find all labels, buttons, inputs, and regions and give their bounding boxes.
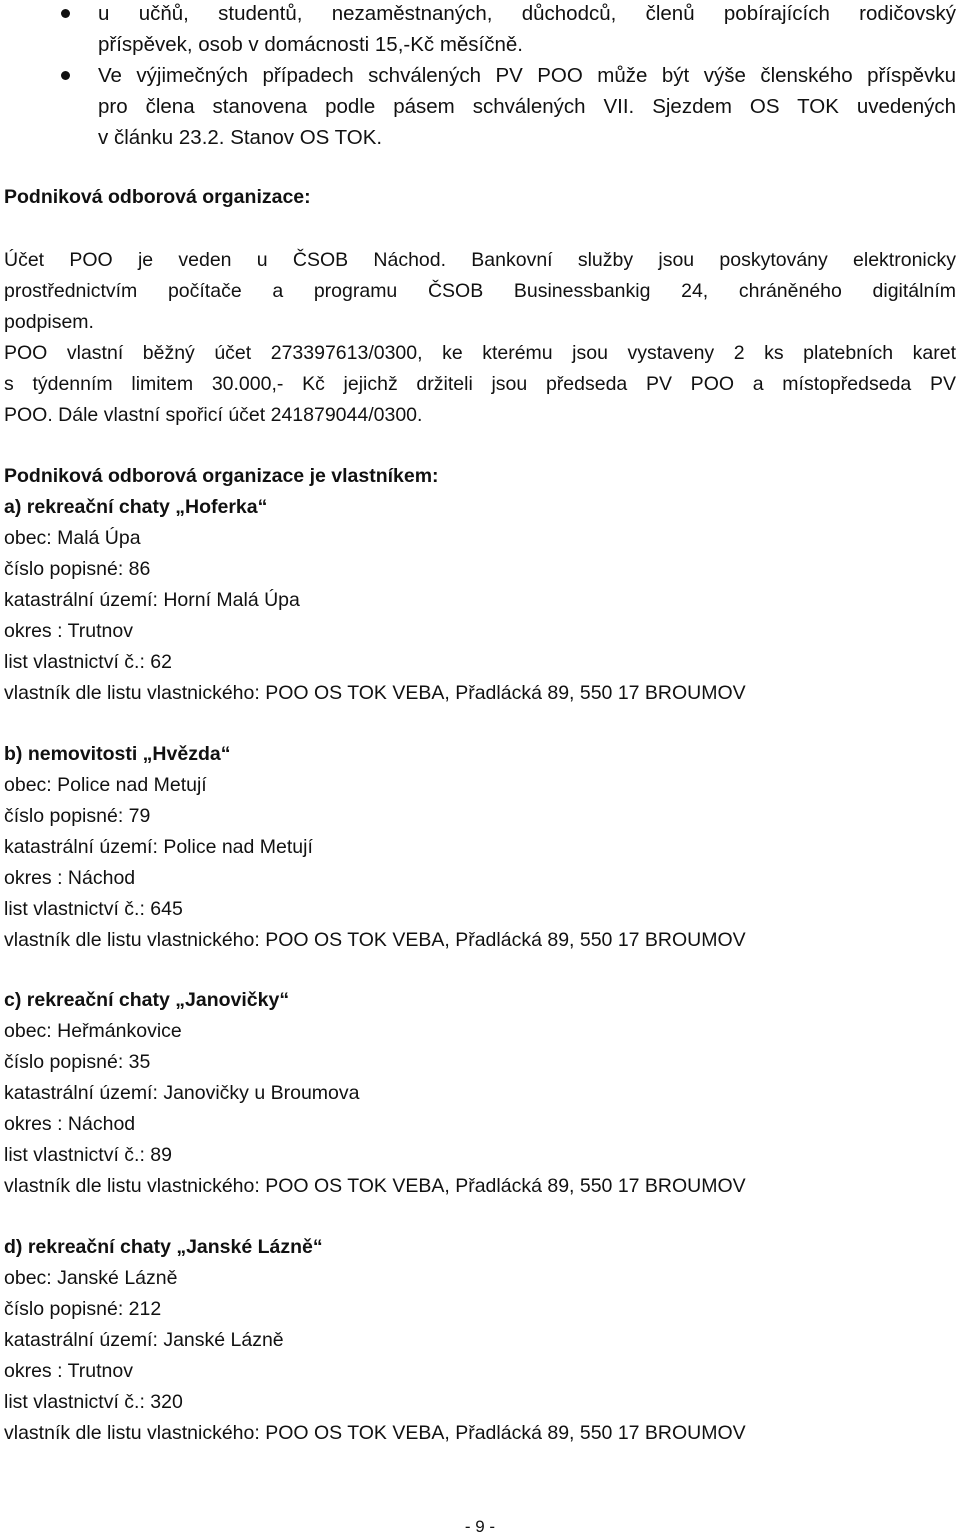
bullet-line: Ve výjimečných případech schválených PV POO může být výše členského příspěvku: [98, 64, 956, 87]
property-obec: obec: Heřmánkovice: [4, 1020, 182, 1042]
property-cislo: číslo popisné: 86: [4, 558, 151, 580]
property-katastr: katastrální území: Janské Lázně: [4, 1329, 284, 1351]
property-cislo: číslo popisné: 35: [4, 1051, 151, 1073]
paragraph-line: s týdenním limitem 30.000,- Kč jejichž držiteli jsou předseda PV POO a místopředseda PV: [4, 373, 956, 395]
property-owner: vlastník dle listu vlastnického: POO OS TOK VEBA, Přadlácká 89, 550 17 BROUMOV: [4, 929, 746, 951]
property-cislo: číslo popisné: 212: [4, 1298, 162, 1320]
section-heading: Podniková odborová organizace:: [4, 186, 311, 208]
paragraph-line: POO vlastní běžný účet 273397613/0300, ke kterému jsou vystaveny 2 ks platebních karet: [4, 342, 956, 364]
paragraph-line: prostřednictvím počítače a programu ČSOB Businessbankig 24, chráněného digitálním: [4, 280, 956, 302]
bullet-line: pro člena stanovena podle pásem schválených VII. Sjezdem OS TOK uvedených: [98, 95, 956, 118]
property-owner: vlastník dle listu vlastnického: POO OS TOK VEBA, Přadlácká 89, 550 17 BROUMOV: [4, 1422, 746, 1444]
property-title: d) rekreační chaty „Janské Lázně“: [4, 1236, 323, 1258]
property-list: list vlastnictví č.: 89: [4, 1144, 172, 1166]
property-okres: okres : Trutnov: [4, 620, 133, 642]
property-katastr: katastrální území: Janovičky u Broumova: [4, 1082, 360, 1104]
bullet-line: příspěvek, osob v domácnosti 15,-Kč měsíčně.: [98, 33, 524, 56]
property-title: c) rekreační chaty „Janovičky“: [4, 989, 290, 1011]
property-list: list vlastnictví č.: 320: [4, 1391, 183, 1413]
property-katastr: katastrální území: Police nad Metují: [4, 836, 313, 858]
property-cislo: číslo popisné: 79: [4, 805, 151, 827]
bullet-dot-icon: [61, 71, 70, 80]
bullet-dot-icon: [61, 9, 70, 18]
property-owner: vlastník dle listu vlastnického: POO OS TOK VEBA, Přadlácká 89, 550 17 BROUMOV: [4, 682, 746, 704]
paragraph-line: podpisem.: [4, 311, 94, 333]
paragraph-line: POO. Dále vlastní spořicí účet 241879044/0300.: [4, 404, 423, 426]
property-okres: okres : Náchod: [4, 1113, 136, 1135]
property-list: list vlastnictví č.: 62: [4, 651, 172, 673]
property-okres: okres : Trutnov: [4, 1360, 133, 1382]
property-okres: okres : Náchod: [4, 867, 136, 889]
property-title: b) nemovitosti „Hvězda“: [4, 743, 231, 765]
property-obec: obec: Malá Úpa: [4, 527, 141, 549]
property-katastr: katastrální území: Horní Malá Úpa: [4, 589, 300, 611]
property-list: list vlastnictví č.: 645: [4, 898, 183, 920]
property-obec: obec: Police nad Metují: [4, 774, 207, 796]
paragraph-line: Účet POO je veden u ČSOB Náchod. Bankovní služby jsou poskytovány elektronicky: [4, 249, 956, 271]
property-obec: obec: Janské Lázně: [4, 1267, 178, 1289]
property-owner: vlastník dle listu vlastnického: POO OS TOK VEBA, Přadlácká 89, 550 17 BROUMOV: [4, 1175, 746, 1197]
bullet-line: v článku 23.2. Stanov OS TOK.: [98, 126, 383, 149]
page-number: - 9 -: [464, 1517, 496, 1536]
bullet-line: u učňů, studentů, nezaměstnaných, důchodců, členů pobírajících rodičovský: [98, 2, 956, 25]
property-title: a) rekreační chaty „Hoferka“: [4, 496, 268, 518]
section-heading: Podniková odborová organizace je vlastníkem:: [4, 465, 439, 487]
